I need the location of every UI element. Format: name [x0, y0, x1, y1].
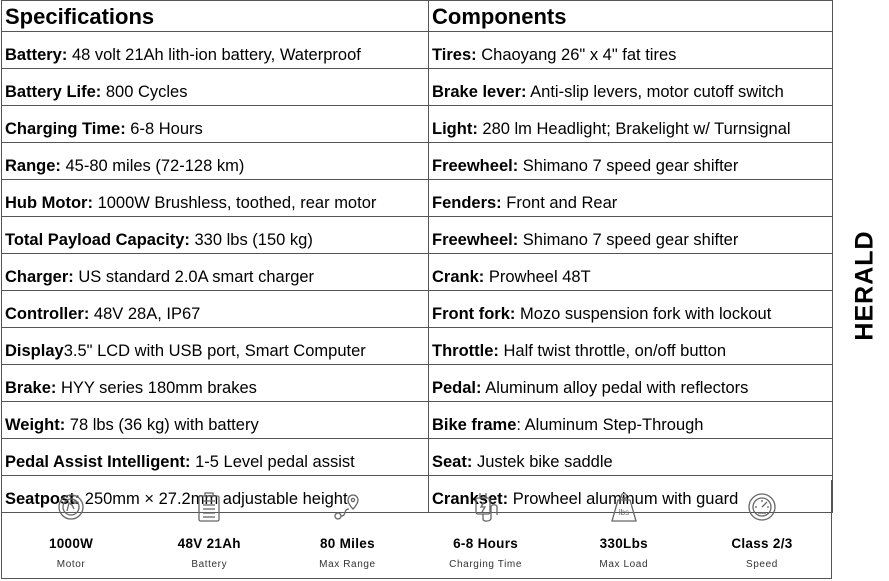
table-row: [2, 328, 833, 365]
row-label: Crank:: [432, 268, 485, 286]
row-value: Anti-slip levers, motor cutoff switch: [526, 83, 784, 101]
component-cell: [429, 402, 833, 439]
stats-strip: [1, 480, 832, 579]
stat-label: Motor: [56, 559, 86, 570]
table-row: [2, 32, 833, 69]
speedometer-icon: [746, 490, 778, 524]
row-label: Freewheel:: [432, 231, 519, 249]
row-label: Weight:: [5, 416, 66, 434]
specifications-heading: Specifications: [2, 1, 429, 32]
table-row: [2, 254, 833, 291]
stat-value: Class 2/3: [731, 536, 793, 551]
row-label: Seatpost:: [5, 490, 81, 508]
brand-name: HERALD: [850, 229, 879, 341]
row-value: 280 lm Headlight; Brakelight w/ Turnsignal: [477, 120, 791, 138]
component-cell: [429, 217, 833, 254]
row-value: Prowheel 48T: [484, 268, 591, 286]
row-value: 330 lbs (150 kg): [189, 231, 313, 249]
spec-cell: [2, 365, 429, 402]
stat-range: [278, 480, 416, 578]
row-value: US standard 2.0A smart charger: [73, 268, 315, 286]
stat-value: 330Lbs: [599, 536, 648, 551]
row-value: 78 lbs (36 kg) with battery: [65, 416, 259, 434]
stat-label: Max Range: [319, 559, 376, 570]
row-value: Justek bike saddle: [472, 453, 613, 471]
row-label: Tires:: [432, 46, 477, 64]
row-value: 3.5" LCD with USB port, Smart Computer: [63, 342, 366, 360]
table-row: [2, 69, 833, 106]
battery-icon: [195, 490, 223, 524]
spec-cell: [2, 439, 429, 476]
stat-speed: [693, 480, 831, 578]
stat-value: 48V 21Ah: [177, 536, 241, 551]
row-label: Charging Time:: [5, 120, 126, 138]
spec-cell: [2, 254, 429, 291]
component-cell: [429, 365, 833, 402]
row-value: Shimano 7 speed gear shifter: [518, 231, 739, 249]
stat-battery: [140, 480, 278, 578]
row-value: Front and Rear: [501, 194, 618, 212]
table-row: [2, 402, 833, 439]
route-pin-icon: [331, 490, 363, 524]
spec-cell: [2, 143, 429, 180]
row-value: Aluminum alloy pedal with reflectors: [481, 379, 749, 397]
spec-cell: [2, 217, 429, 254]
row-label: Total Payload Capacity:: [5, 231, 190, 249]
row-value: 6-8 Hours: [125, 120, 203, 138]
row-label: Battery:: [5, 46, 68, 64]
row-label: Fenders:: [432, 194, 502, 212]
row-value: 800 Cycles: [101, 83, 188, 101]
stat-charging: [417, 480, 555, 578]
row-label: Brake:: [5, 379, 57, 397]
row-value: HYY series 180mm brakes: [56, 379, 257, 397]
spec-cell: [2, 180, 429, 217]
row-label: Crankset:: [432, 490, 509, 508]
spec-cell: [2, 69, 429, 106]
row-value: 250mm × 27.2mm adjustable height: [80, 490, 348, 508]
stat-label: Speed: [745, 559, 778, 570]
row-label: Controller:: [5, 305, 90, 323]
row-value: 1000W Brushless, toothed, rear motor: [92, 194, 377, 212]
row-label: Brake lever:: [432, 83, 527, 101]
weight-icon: [608, 490, 640, 524]
component-cell: [429, 439, 833, 476]
stat-label: Charging Time: [449, 559, 523, 570]
component-cell: [429, 291, 833, 328]
row-value: Shimano 7 speed gear shifter: [518, 157, 739, 175]
table-row: [2, 365, 833, 402]
table-row: [2, 439, 833, 476]
row-value: Chaoyang 26" x 4" fat tires: [476, 46, 677, 64]
header-row: [2, 1, 833, 32]
components-heading: Components: [429, 1, 833, 32]
row-label: Front fork:: [432, 305, 516, 323]
spec-cell: [2, 32, 429, 69]
spec-cell: [2, 402, 429, 439]
component-cell: [429, 143, 833, 180]
row-label: Battery Life:: [5, 83, 102, 101]
table-row: [2, 291, 833, 328]
stat-value: 6-8 Hours: [453, 536, 519, 551]
charger-plug-icon: [470, 490, 502, 524]
table-row: [2, 143, 833, 180]
spec-cell: [2, 328, 429, 365]
weight-icon-text: lbs: [618, 508, 629, 517]
row-value: : Aluminum Step-Through: [516, 416, 704, 434]
row-value: Mozo suspension fork with lockout: [515, 305, 772, 323]
row-label: Pedal:: [432, 379, 482, 397]
brand-logo: [850, 230, 880, 340]
row-value: Prowheel aluminum with guard: [508, 490, 739, 508]
table-row: [2, 106, 833, 143]
stat-load: [555, 480, 693, 578]
row-label: Bike frame: [432, 416, 517, 434]
row-label: Seat:: [432, 453, 473, 471]
stat-motor: [2, 480, 140, 578]
spec-cell: [2, 291, 429, 328]
stat-label: Max Load: [599, 559, 649, 570]
row-label: Light:: [432, 120, 478, 138]
stat-label: Battery: [191, 559, 228, 570]
stat-value: 1000W: [48, 536, 94, 551]
table-row: [2, 217, 833, 254]
row-value: 48 volt 21Ah lith-ion battery, Waterproof: [67, 46, 361, 64]
component-cell: [429, 328, 833, 365]
motor-icon: [55, 490, 87, 524]
row-value: 48V 28A, IP67: [89, 305, 201, 323]
row-value: 45-80 miles (72-128 km): [60, 157, 245, 175]
table-row: [2, 180, 833, 217]
row-label: Hub Motor:: [5, 194, 93, 212]
row-label: Freewheel:: [432, 157, 519, 175]
row-label: Throttle:: [432, 342, 499, 360]
specifications-table: [1, 0, 833, 513]
spec-cell: [2, 106, 429, 143]
stat-value: 80 Miles: [319, 536, 375, 551]
row-label: Charger:: [5, 268, 74, 286]
component-cell: [429, 32, 833, 69]
component-cell: [429, 69, 833, 106]
component-cell: [429, 106, 833, 143]
row-label: Pedal Assist Intelligent:: [5, 453, 191, 471]
row-label: Range:: [5, 157, 61, 175]
row-value: Half twist throttle, on/off button: [498, 342, 727, 360]
component-cell: [429, 180, 833, 217]
row-label: Display: [5, 342, 64, 360]
component-cell: [429, 254, 833, 291]
row-value: 1-5 Level pedal assist: [190, 453, 355, 471]
